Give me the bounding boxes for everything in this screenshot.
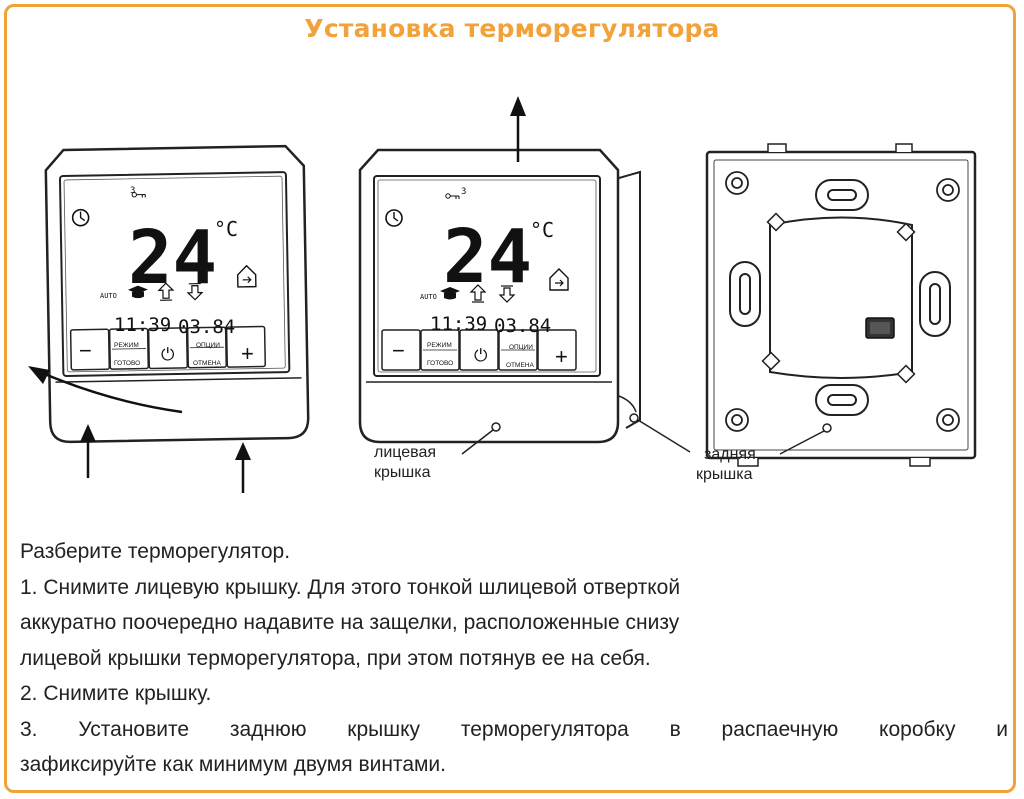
back-cover-leader-line [638,420,690,452]
plus-button-2: + [555,344,568,369]
power-button: ⏻ [161,345,175,365]
options-button-top-2: ОПЦИИ [509,344,533,351]
date-readout-2: 03.84 [494,315,552,337]
instruction-step3-line2: зафиксируйте как минимум двумя винтами. [20,753,446,776]
page-title: Установка терморегулятора [304,14,720,43]
pull-arrowhead-icon [28,366,50,384]
mode-button-bottom: ГОТОВО [114,360,141,367]
instructions [20,534,1008,783]
time-readout: 11:39 [114,314,172,336]
back-cover-label-line1: задняя [704,446,756,463]
back-plate [707,144,975,466]
front-cover-label-line2: крышка [374,464,431,481]
options-button-top: ОПЦИИ [196,342,220,349]
power-button-2: ⏻ [474,346,488,366]
options-button-bottom: ОТМЕНА [193,360,221,367]
minus-button: − [79,338,92,363]
options-button-bottom-2: ОТМЕНА [506,362,534,369]
mode-button-top: РЕЖИМ [114,342,139,349]
front-cover-label-line1: лицевая [374,444,437,461]
temperature-unit: °C [214,217,239,241]
program-number: 3 [130,186,136,196]
mode-button-top-2: РЕЖИМ [427,342,452,349]
mode-button-bottom-2: ГОТОВО [427,360,454,367]
minus-button-2: − [392,338,405,363]
auto-label-2: AUTO [420,293,437,301]
instruction-step2: 2. Снимите крышку. [20,682,212,705]
temperature-readout: 24 [128,215,218,301]
plus-button: + [241,341,254,366]
program-number-2: 3 [461,187,467,197]
back-cover-label-line2: крышка [696,466,753,483]
press-arrow-right-icon [235,442,251,493]
date-readout: 03.84 [178,316,236,338]
instruction-step1-line1: 1. Снимите лицевую крышку. Для этого тонкой шлицевой отверткой [20,575,681,599]
instruction-step1-line3: лицевой крышки терморегулятора, при этом потянув ее на себя. [20,646,651,670]
instruction-intro: Разберите терморегулятор. [20,540,291,563]
auto-label: AUTO [100,292,117,300]
device-front-removal [45,146,308,442]
device-cover-lifted [360,150,640,442]
instruction-step3-line1: 3. Установите заднюю крышку терморегулятора в распаечную коробку и [20,717,1008,741]
temperature-readout-2: 24 [443,214,533,300]
time-readout-2: 11:39 [430,313,488,335]
temperature-unit-2: °C [530,218,555,242]
instruction-step1-line2: аккуратно поочередно надавите на защелки, расположенные снизу [20,611,680,634]
